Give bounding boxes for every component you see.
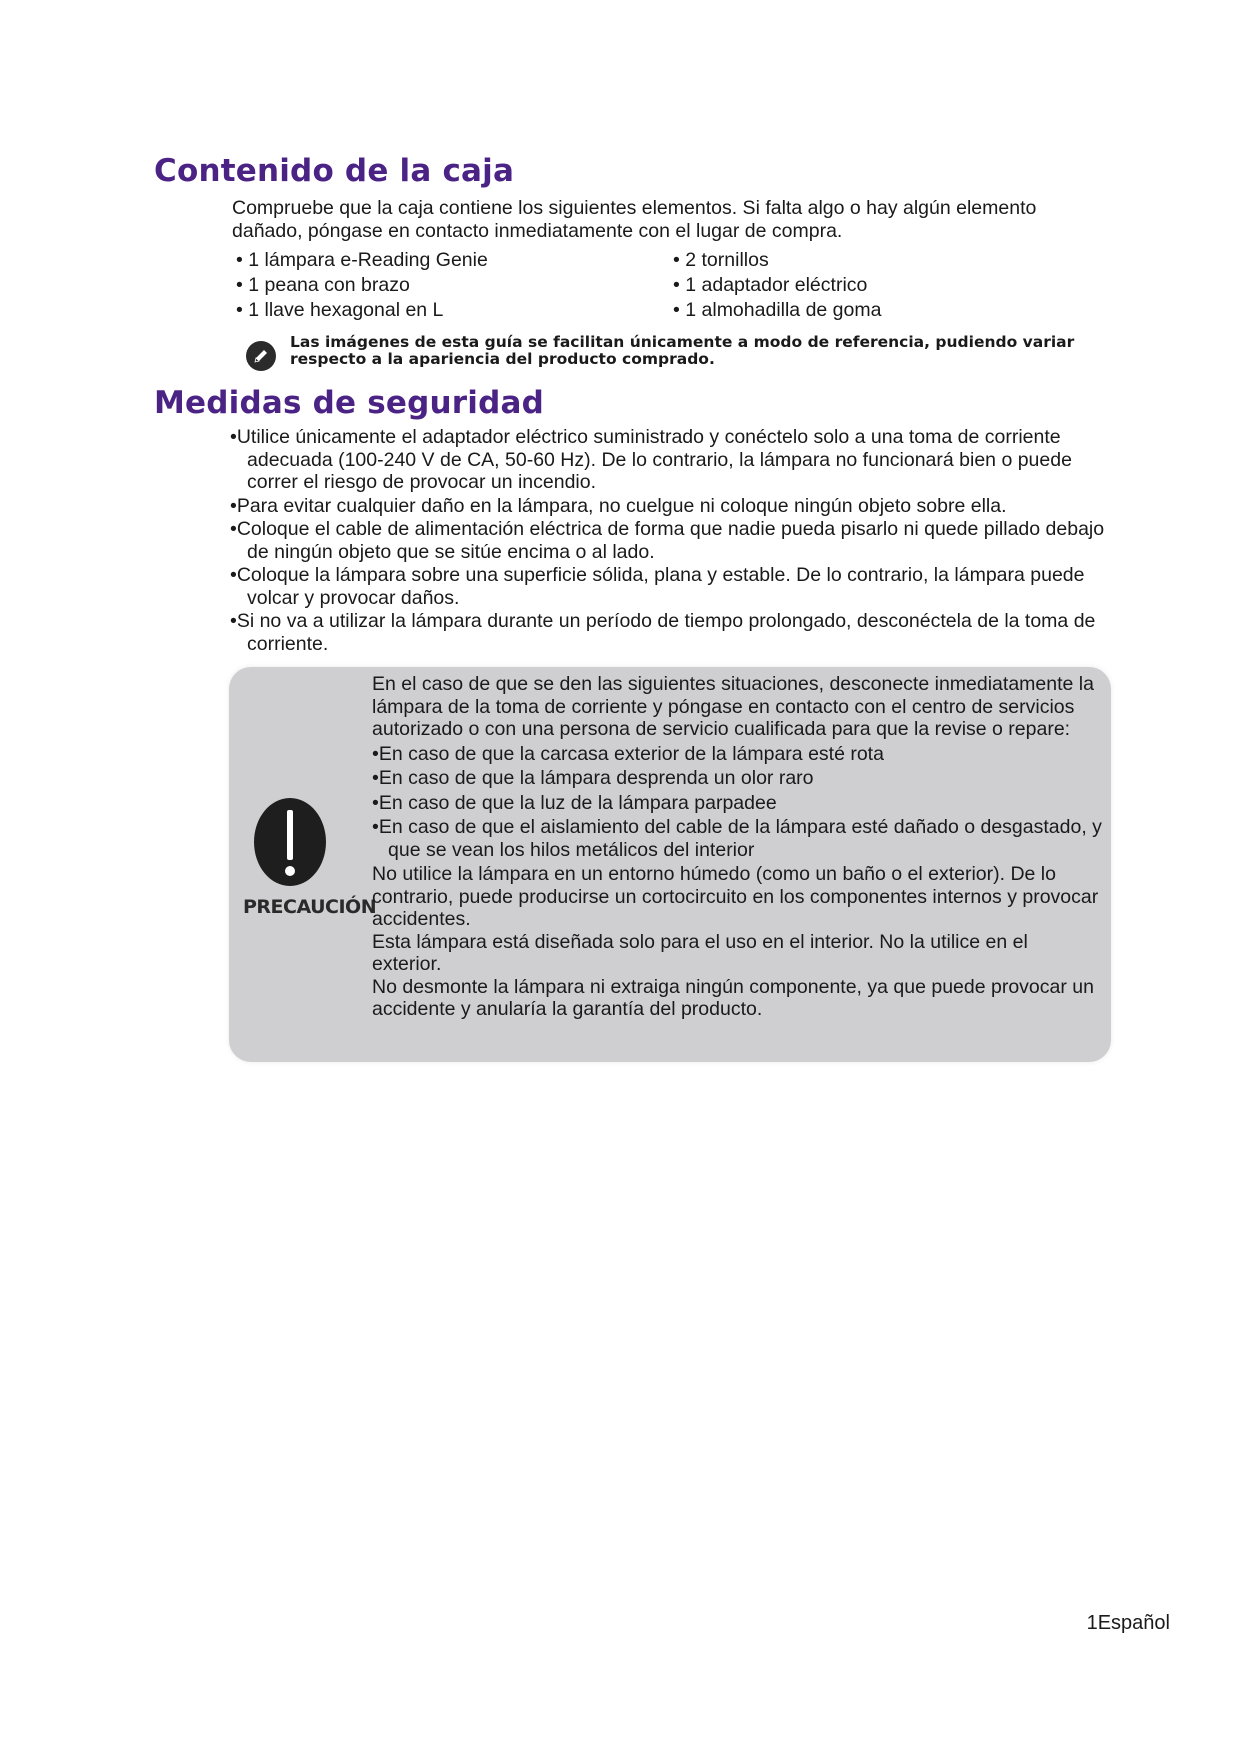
caution-paragraph: No desmonte la lámpara ni extraiga ningún componente, ya que puede provocar un accidente y anularía la garantía del producto. bbox=[372, 975, 1094, 1020]
caution-box bbox=[229, 667, 1111, 1062]
list-item: • En caso de que el aislamiento del cable de la lámpara esté dañado o desgastado, y que se vean los hilos metálicos del interior bbox=[372, 816, 1102, 861]
page-number: 1Español bbox=[1086, 1612, 1170, 1634]
safety-title: Medidas de seguridad bbox=[154, 385, 545, 421]
caution-label: PRECAUCIÓN bbox=[243, 896, 377, 918]
list-item: • Coloque el cable de alimentación eléctrica de forma que nadie pueda pisarlo ni quede pillado debajo de ningún objeto que se sitúe encima o al lado. bbox=[230, 518, 1110, 563]
pencil-icon bbox=[246, 341, 276, 371]
note-text: Las imágenes de esta guía se facilitan únicamente a modo de referencia, pudiendo variar respecto a la apariencia del producto comprado. bbox=[290, 333, 1075, 368]
box-items-list bbox=[236, 249, 1096, 322]
caution-paragraph: Esta lámpara está diseñada solo para el uso en el interior. No la utilice en el exterior. bbox=[372, 930, 1028, 975]
list-item: • 1 lámpara e-Reading Genie bbox=[236, 249, 673, 272]
list-item: • En caso de que la lámpara desprenda un olor raro bbox=[372, 767, 1102, 790]
list-item: • Si no va a utilizar la lámpara durante un período de tiempo prolongado, desconéctela de la toma de corriente. bbox=[230, 610, 1110, 655]
caution-text bbox=[372, 673, 1102, 1021]
list-item: • Coloque la lámpara sobre una superficie sólida, plana y estable. De lo contrario, la lámpara puede volcar y provocar daños. bbox=[230, 564, 1110, 609]
list-item: • Para evitar cualquier daño en la lámpara, no cuelgue ni coloque ningún objeto sobre ella. bbox=[230, 495, 1110, 518]
exclamation-icon bbox=[254, 798, 326, 886]
list-item: • 2 tornillos bbox=[673, 249, 1093, 272]
list-item: • En caso de que la luz de la lámpara parpadee bbox=[372, 792, 1102, 815]
caution-list bbox=[372, 743, 1102, 862]
list-item: • 1 adaptador eléctrico bbox=[673, 274, 1093, 297]
list-item: • En caso de que la carcasa exterior de la lámpara esté rota bbox=[372, 743, 1102, 766]
caution-paragraph: No utilice la lámpara en un entorno húmedo (como un baño o el exterior). De lo contrario, puede producirse un cortocircuito en los componentes internos y provocar accidentes. bbox=[372, 863, 1099, 930]
list-item: • Utilice únicamente el adaptador eléctrico suministrado y conéctelo solo a una toma de corriente adecuada (100-240 V de CA, 50-60 Hz). De lo contrario, la lámpara no funcionará bien o puede correr el riesgo de provocar un incendio. bbox=[230, 426, 1110, 494]
safety-list bbox=[230, 426, 1110, 656]
list-item: • 1 llave hexagonal en L bbox=[236, 299, 673, 322]
list-item: • 1 almohadilla de goma bbox=[673, 299, 1093, 322]
caution-intro: En el caso de que se den las siguientes situaciones, desconecte inmediatamente la lámpara de la toma de corriente y póngase en contacto con el centro de servicios autorizado o con una persona de servicio cualificada para que la revise o repare: bbox=[372, 673, 1094, 740]
box-contents-title: Contenido de la caja bbox=[154, 153, 515, 189]
reference-note bbox=[246, 334, 1106, 371]
list-item: • 1 peana con brazo bbox=[236, 274, 673, 297]
box-contents-intro: Compruebe que la caja contiene los siguientes elementos. Si falta algo o hay algún elemento dañado, póngase en contacto inmediatamente con el lugar de compra. bbox=[232, 197, 1037, 242]
